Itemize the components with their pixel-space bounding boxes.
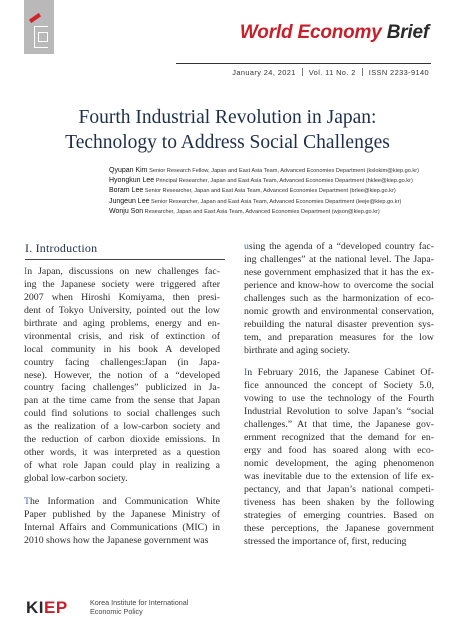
text-line: strategies of emerging countries. Based on	[244, 509, 434, 521]
paragraph	[244, 241, 434, 357]
text-line: vowing to use the technology of the Fourth	[244, 393, 434, 405]
kiep-logo	[26, 598, 68, 618]
text-line: 2010 shows how the Japanese government was	[24, 534, 209, 546]
issue-volume: Vol. 11 No. 2	[308, 68, 356, 77]
text-line: perience and know-how to overcome the social	[244, 279, 434, 291]
section-rule	[25, 259, 225, 260]
author-list	[109, 166, 419, 217]
author-entry	[109, 207, 419, 217]
institute-name-line-2: Economic Policy	[90, 607, 143, 616]
header-rule	[176, 63, 431, 64]
text-line: using the agenda of a “developed country fac-	[244, 241, 434, 252]
series-title-part2: Brief	[386, 22, 429, 43]
author-name: Wonju Son	[109, 207, 144, 215]
text-line: ergy and food has soared along with eco-	[244, 445, 434, 457]
paragraph	[244, 367, 434, 548]
article-title	[0, 105, 455, 155]
text-line: birthrate and aging society.	[244, 344, 351, 356]
initial-letter: T	[24, 495, 30, 507]
initial-letter: u	[244, 241, 249, 252]
text-line: The Information and Communication White	[24, 495, 220, 507]
author-entry	[109, 166, 419, 176]
text-line: challenges such as the harmonization of eco-	[244, 292, 434, 304]
text-line: nomic growth and environmental conservation,	[244, 305, 434, 317]
text-line: was inevitable due to the extension of life ex-	[244, 470, 434, 482]
initial-letter: I	[24, 266, 28, 277]
text-line: Industrial Revolution to solve Japan’s “social	[244, 406, 434, 418]
text-line: dent of Tokyo University, pointed out the low	[24, 304, 220, 316]
series-title	[240, 22, 429, 44]
institute-name-line-1: Korea Institute for International	[90, 598, 189, 607]
text-line: country facing challenges” publicized in Ja-	[24, 382, 220, 394]
meta-divider	[362, 68, 363, 76]
text-line: challenges.” At that time, the Japanese gov-	[244, 419, 434, 431]
text-line: ernment recognized that the demand for en-	[244, 432, 434, 444]
issue-date: January 24, 2021	[232, 68, 296, 77]
author-name: Boram Lee	[109, 187, 144, 195]
logo-text-part2: EP	[44, 598, 68, 617]
author-entry	[109, 176, 419, 186]
section-heading: I. Introduction	[25, 241, 98, 255]
author-affiliation: Principal Researcher, Japan and East Asia Team, Advanced Economies Department (hklee@kiep.go.kr)	[154, 178, 413, 185]
text-line: tiveness has been shaken by the following	[244, 496, 434, 508]
text-line: ing the Japanese society were triggered after	[24, 278, 220, 290]
author-entry	[109, 197, 419, 207]
author-affiliation: Senior Researcher, Japan and East Asia Team, Advanced Economies Department (brlee@kiep.go.kr)	[143, 188, 396, 195]
issue-meta	[232, 68, 429, 77]
text-line: the reduction of carbon dioxide emissions. In	[24, 434, 220, 446]
text-line: fice announced the concept of Society 5.0,	[244, 380, 434, 392]
initial-letter: I	[244, 367, 248, 379]
author-affiliation: Senior Researcher, Japan and East Asia Team, Advanced Economies Department (leeje@kiep.go.kr)	[149, 198, 402, 205]
paragraph	[24, 266, 220, 486]
text-line: Paper published by the Japanese Ministry of	[24, 508, 220, 520]
text-line: stressed the importance of, first, reducing	[244, 535, 407, 547]
kiep-emblem	[24, 0, 54, 54]
text-line: country facing challenges:Japan (in Japa-	[24, 356, 220, 368]
text-line: as the realization of a low-carbon society and	[24, 421, 220, 433]
text-line: vironmental crisis, and risk of extinction of	[24, 330, 220, 342]
institute-name	[90, 598, 188, 616]
title-line-1: Fourth Industrial Revolution in Japan:	[78, 107, 377, 128]
text-line: other words, it was interpreted as a question	[24, 447, 220, 459]
text-line: these perceptions, the Japanese government	[244, 522, 434, 534]
author-name: Jungeun Lee	[109, 197, 150, 205]
text-line: pan at the time came from the sense that Japan	[24, 395, 220, 407]
author-affiliation: Senior Research Fellow, Japan and East Asia Team, Advanced Economies Department (kslokim@kiep.go.kr)	[147, 168, 419, 174]
title-line-2: Technology to Address Social Challenges	[65, 132, 390, 153]
text-line: tem, and preparation measures for the low	[244, 331, 434, 343]
series-title-part1: World Economy	[239, 22, 382, 43]
text-line: rebuilding the natural disaster prevention sys-	[244, 318, 434, 330]
emblem-red-mark	[29, 13, 41, 23]
author-affiliation: Researcher, Japan and East Asia Team, Advanced Economies Department (wjson@kiep.go.kr)	[143, 208, 380, 215]
text-line: ing challenges” at the national level. The Japa-	[244, 253, 434, 265]
issue-issn: ISSN 2233-9140	[368, 68, 429, 77]
text-line: In Japan, discussions on new challenges fac-	[24, 266, 220, 277]
text-line: could find solutions to social challenges such	[24, 408, 220, 420]
emblem-glyph-inner	[38, 32, 48, 42]
text-line: nese). However, the notion of a “developed	[24, 369, 220, 381]
text-line: Internal Affairs and Communications (MIC) in	[24, 521, 220, 533]
logo-text-part1: KI	[26, 598, 44, 617]
left-column	[24, 266, 220, 548]
author-entry	[109, 186, 419, 196]
right-column	[244, 241, 434, 549]
text-line: nomic development, the aging phenomenon	[244, 458, 434, 469]
text-line: pectancy, and that Japan’s national competi-	[244, 483, 434, 495]
text-line: local community in his book A developed	[24, 343, 220, 355]
meta-divider	[302, 68, 303, 76]
text-line: nese government emphasized that it has the ex-	[244, 266, 434, 278]
text-line: of what role Japan could play in realizing a	[24, 460, 220, 472]
paragraph	[24, 496, 220, 548]
text-line: 2007 when Hiroshi Komiyama, then presi-	[24, 291, 220, 303]
text-line: In February 2016, the Japanese Cabinet Of-	[244, 367, 434, 379]
text-line: global low-carbon society.	[24, 473, 128, 484]
text-line: birthrate and aging problems, energy and en-	[24, 317, 220, 329]
author-name: Hyongkun Lee	[109, 177, 155, 185]
author-name: Qyupan Kim	[109, 167, 148, 174]
